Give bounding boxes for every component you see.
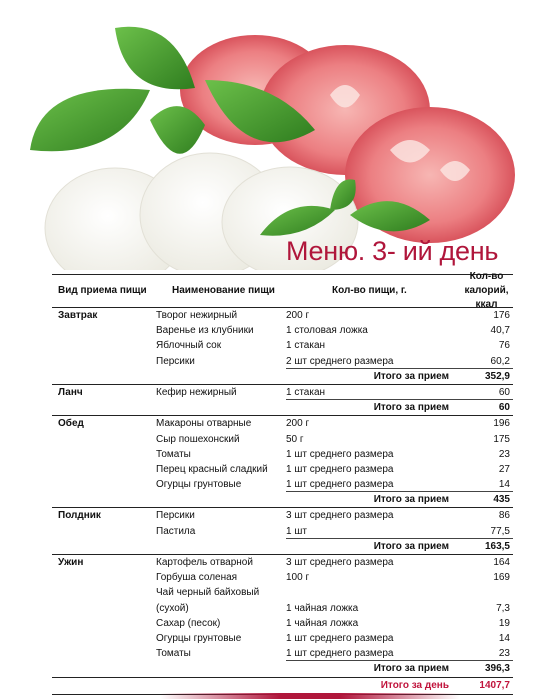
table-row — [52, 462, 513, 477]
food-quantity: 1 шт среднего размера — [286, 477, 451, 492]
meal-total-label: Итого за прием — [373, 370, 449, 382]
food-calories: 7,3 — [496, 602, 510, 614]
food-quantity: 1 стакан — [286, 385, 451, 400]
meal-group — [52, 416, 513, 508]
bottom-decoration — [160, 693, 460, 699]
meal-total-label: Итого за прием — [373, 663, 449, 675]
table-header — [52, 271, 513, 310]
food-quantity: 50 г — [286, 433, 304, 445]
meal-total-value: 352,9 — [484, 370, 510, 382]
meal-total-label: Итого за прием — [373, 402, 449, 414]
meal-total-row — [52, 400, 513, 415]
food-calories: 19 — [498, 617, 510, 629]
table-row — [52, 601, 513, 616]
caprese-illustration — [0, 0, 558, 270]
meal-total-row — [52, 539, 513, 554]
food-calories: 60,2 — [451, 354, 513, 369]
meal-name: Ланч — [58, 386, 83, 398]
table-row — [52, 524, 513, 539]
table-row — [52, 323, 513, 338]
food-calories: 40,7 — [490, 325, 510, 337]
meal-group — [52, 508, 513, 555]
food-quantity: 3 шт среднего размера — [286, 557, 394, 568]
food-name: Горбуша соленая — [156, 572, 238, 584]
food-calories: 196 — [493, 418, 510, 430]
food-name: Перец красный сладкий — [156, 463, 268, 475]
menu-table — [52, 271, 513, 695]
food-name: Творог нежирный — [156, 310, 238, 321]
table-row — [52, 385, 513, 400]
table-row — [52, 308, 513, 323]
food-quantity: 1 шт среднего размера — [286, 632, 394, 644]
meal-group — [52, 555, 513, 678]
food-quantity: 1 шт среднего размера — [286, 448, 394, 460]
food-calories: 23 — [451, 646, 513, 661]
table-row — [52, 555, 513, 570]
food-quantity: 1 столовая ложка — [286, 325, 368, 337]
table-row — [52, 646, 513, 661]
food-calories: 86 — [498, 510, 510, 522]
food-quantity: 200 г — [286, 310, 310, 321]
food-calories: 77,5 — [451, 524, 513, 539]
food-quantity: 1 шт среднего размера — [286, 646, 451, 661]
table-row — [52, 585, 513, 600]
food-name: Пастила — [156, 525, 196, 537]
meal-total-row — [52, 369, 513, 384]
food-quantity: 100 г — [286, 572, 310, 584]
meal-total-value: 60 — [498, 402, 510, 414]
meal-total-row — [52, 661, 513, 676]
table-row — [52, 447, 513, 462]
grand-total-label: Итого за день — [380, 679, 449, 691]
table-row — [52, 570, 513, 585]
food-name: Варенье из клубники — [156, 325, 254, 337]
food-calories: 27 — [498, 463, 510, 475]
food-calories: 23 — [498, 448, 510, 460]
meal-total-value: 435 — [493, 494, 510, 506]
food-calories: 60 — [451, 385, 513, 400]
food-calories: 164 — [493, 557, 510, 568]
grand-total-value: 1407,7 — [479, 679, 510, 691]
food-quantity: 1 шт — [286, 524, 451, 539]
table-row — [52, 508, 513, 523]
food-name: Огурцы грунтовые — [156, 479, 242, 491]
meal-name: Завтрак — [58, 310, 98, 321]
food-quantity — [286, 585, 451, 600]
grand-total-row — [52, 678, 513, 695]
food-calories: 14 — [451, 477, 513, 492]
food-quantity: 2 шт среднего размера — [286, 354, 451, 369]
food-name: Картофель отварной — [156, 557, 253, 568]
food-name: Кефир нежирный — [156, 386, 237, 398]
food-calories: 169 — [493, 572, 510, 584]
header-calories — [462, 271, 513, 310]
meal-group — [52, 308, 513, 385]
header-quantity: Кол-во пищи, г. — [332, 285, 407, 297]
food-calories: 175 — [493, 433, 510, 445]
meal-total-value: 396,3 — [484, 663, 510, 675]
table-row — [52, 354, 513, 369]
meal-total-label: Итого за прием — [373, 540, 449, 552]
page-title: Меню. 3- ий день — [286, 236, 499, 266]
table-row — [52, 616, 513, 631]
meal-total-value: 163,5 — [484, 540, 510, 552]
meal-name: Ужин — [58, 557, 84, 568]
table-row — [52, 338, 513, 353]
food-quantity: 1 чайная ложка — [286, 617, 359, 629]
meal-name: Полдник — [58, 510, 101, 522]
food-name: Макароны отварные — [156, 418, 252, 430]
food-quantity: 3 шт среднего размера — [286, 510, 394, 522]
food-name: (сухой) — [156, 602, 189, 614]
food-calories: 176 — [493, 310, 510, 321]
header-meal: Вид приема пищи — [58, 285, 147, 297]
header-calories-line1: Кол-во — [469, 271, 504, 282]
meal-group — [52, 385, 513, 416]
food-quantity: 1 стакан — [286, 340, 326, 352]
food-name: Сахар (песок) — [156, 617, 221, 629]
food-name: Сыр пошехонский — [156, 433, 240, 445]
food-quantity: 1 шт среднего размера — [286, 463, 394, 475]
food-name: Томаты — [156, 648, 191, 660]
table-row — [52, 432, 513, 447]
food-calories: 14 — [498, 632, 510, 644]
food-name: Чай черный байховый — [156, 587, 260, 599]
food-name: Персики — [156, 510, 195, 522]
meal-total-row — [52, 492, 513, 507]
header-calories-line2: калорий, ккал — [464, 285, 509, 310]
meal-total-label: Итого за прием — [373, 494, 449, 506]
table-row — [52, 631, 513, 646]
table-row — [52, 416, 513, 431]
header-name: Наименование пищи — [172, 285, 275, 297]
food-name: Яблочный сок — [156, 340, 222, 352]
food-calories: 76 — [498, 340, 510, 352]
table-row — [52, 477, 513, 492]
food-quantity: 200 г — [286, 418, 310, 430]
food-name: Огурцы грунтовые — [156, 632, 242, 644]
food-calories — [451, 585, 513, 600]
meal-name: Обед — [58, 418, 84, 430]
food-name: Томаты — [156, 448, 191, 460]
food-name: Персики — [156, 355, 195, 367]
food-quantity: 1 чайная ложка — [286, 602, 359, 614]
